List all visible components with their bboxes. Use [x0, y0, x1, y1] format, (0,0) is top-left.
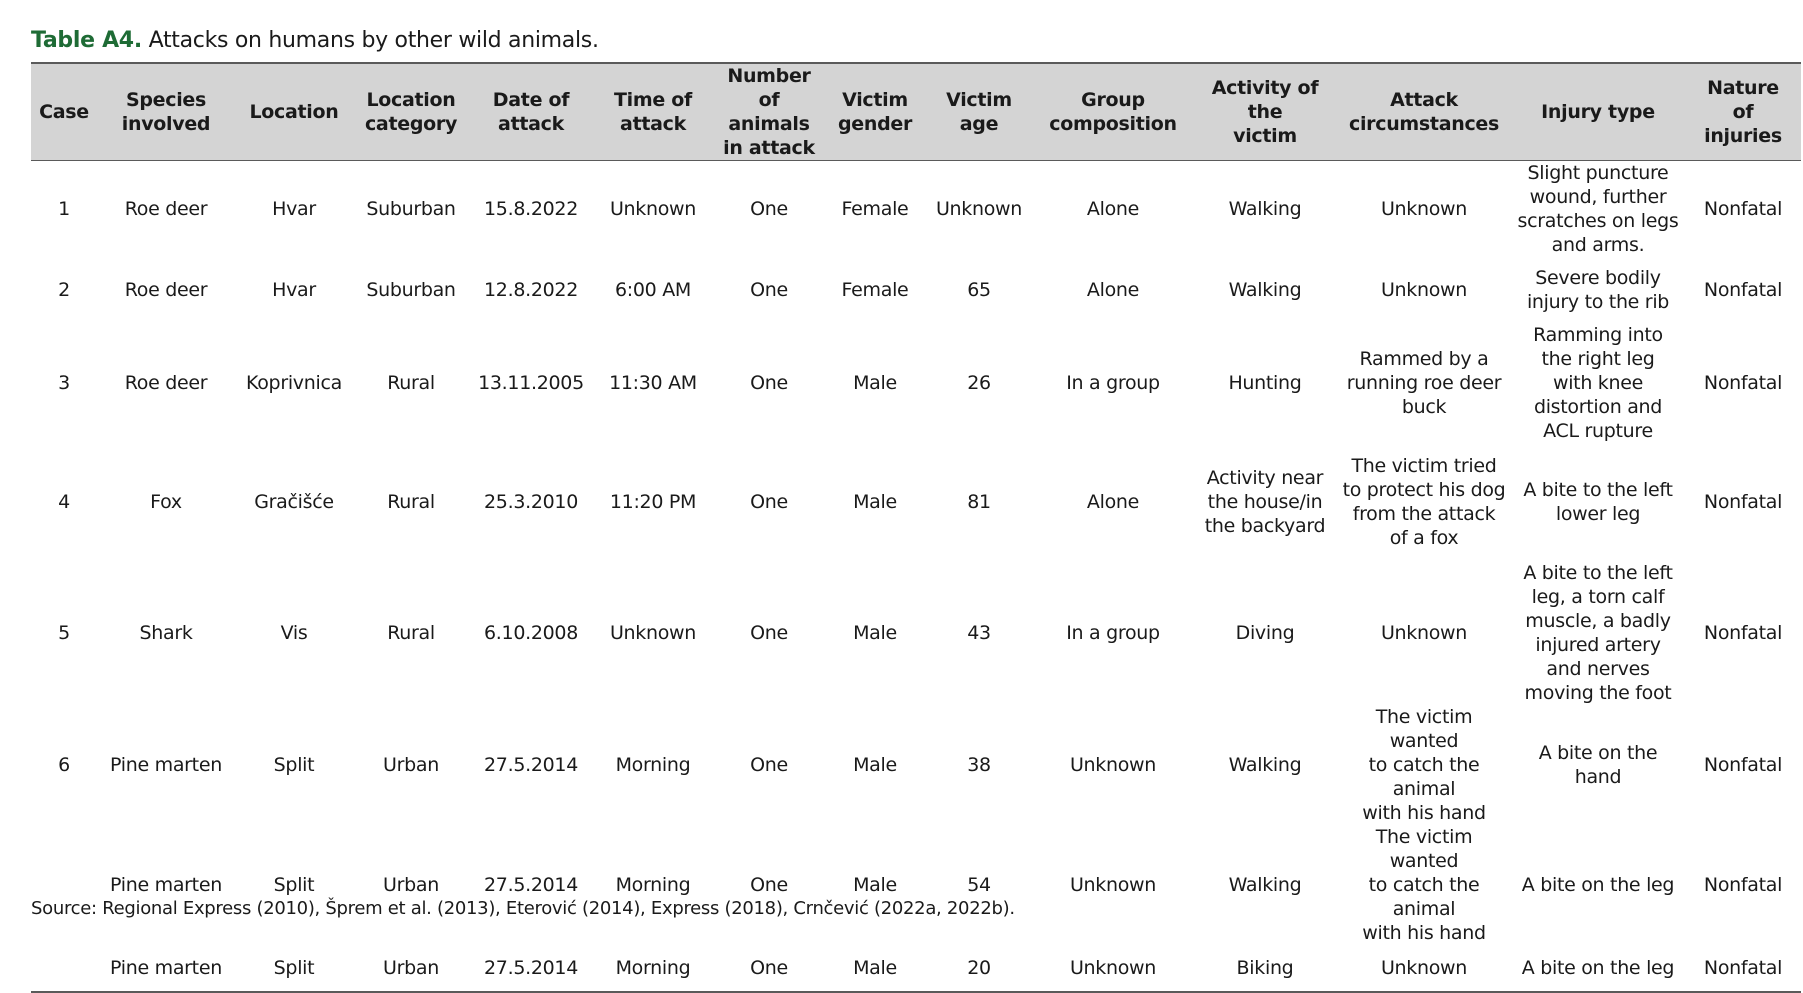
cell-attack-circumstances: Unknown [1380, 622, 1468, 644]
cell-case [31, 945, 97, 992]
cell-victim-gender: Male [853, 874, 897, 896]
cell-victim-age: 20 [925, 945, 1033, 992]
cell-injury-type: A bite to the left leg, a torn calf muscle, a badly injured artery and nerves moving the foot [1523, 562, 1673, 704]
cell-location: Split [273, 754, 315, 776]
header-activity: Activity of the victim [1193, 63, 1337, 161]
cell-case: 6 [58, 754, 70, 776]
cell-location-category: Suburban [366, 279, 456, 301]
cell-location-category: Urban [383, 874, 439, 896]
cell-species: Pine marten [110, 874, 222, 896]
cell-species: Fox [150, 491, 182, 513]
table-row [31, 705, 1801, 825]
cell-victim-gender: Male [853, 491, 897, 513]
cell-activity: Walking [1228, 279, 1302, 301]
cell-nature-of-injuries: Nonfatal [1703, 372, 1783, 394]
cell-location: Split [235, 945, 353, 992]
cell-activity: Diving [1235, 622, 1295, 644]
cell-number-of-animals: One [750, 491, 788, 513]
header-location: Location [235, 63, 353, 161]
cell-location: Gračišće [254, 491, 334, 513]
cell-case: 3 [58, 372, 70, 394]
header-time: Time of attack [593, 63, 713, 161]
cell-group-composition: In a group [1066, 622, 1160, 644]
cell-group-composition: Unknown [1033, 945, 1193, 992]
cell-date: 25.3.2010 [484, 491, 578, 513]
cell-victim-gender: Female [841, 279, 909, 301]
header-attack-circumstances: Attack circumstances [1337, 63, 1511, 161]
cell-number-of-animals: One [713, 945, 825, 992]
header-number-of-animals: Number of animals in attack [713, 63, 825, 161]
cell-nature-of-injuries: Nonfatal [1703, 874, 1783, 896]
table-row [31, 443, 1801, 561]
cell-nature-of-injuries: Nonfatal [1703, 198, 1783, 220]
cell-victim-gender: Male [853, 622, 897, 644]
cell-victim-age: 65 [967, 279, 991, 301]
cell-injury-type: A bite on the leg [1521, 874, 1675, 896]
header-injury-type: Injury type [1511, 63, 1685, 161]
cell-nature-of-injuries: Nonfatal [1703, 491, 1783, 513]
cell-injury-type: Ramming into the right leg with knee distortion and ACL rupture [1533, 324, 1663, 442]
cell-date: 12.8.2022 [484, 279, 578, 301]
header-nature-of-injuries: Nature of injuries [1685, 63, 1801, 161]
cell-date: 27.5.2014 [484, 874, 578, 896]
cell-victim-age: 54 [967, 874, 991, 896]
cell-attack-circumstances: Rammed by a running roe deer buck [1346, 348, 1502, 418]
cell-attack-circumstances: The victim wanted to catch the animal with his hand [1362, 706, 1486, 824]
cell-number-of-animals: One [750, 754, 788, 776]
cell-nature-of-injuries: Nonfatal [1703, 622, 1783, 644]
cell-nature-of-injuries: Nonfatal [1703, 279, 1783, 301]
cell-activity: Walking [1228, 874, 1302, 896]
cell-victim-gender: Male [825, 945, 925, 992]
cell-location-category: Urban [353, 945, 469, 992]
cell-injury-type: A bite on the leg [1511, 945, 1685, 992]
table-caption [31, 27, 599, 55]
cell-activity: Walking [1228, 198, 1302, 220]
cell-species: Roe deer [124, 279, 208, 301]
cell-date: 15.8.2022 [484, 198, 578, 220]
cell-location-category: Rural [387, 372, 435, 394]
cell-victim-gender: Female [841, 198, 909, 220]
cell-location: Split [273, 874, 315, 896]
cell-attack-circumstances: Unknown [1380, 198, 1468, 220]
cell-injury-type: A bite to the left lower leg [1523, 479, 1673, 525]
header-date: Date of attack [469, 63, 593, 161]
table-row [31, 945, 1801, 992]
cell-number-of-animals: One [750, 279, 788, 301]
cell-case: 2 [58, 279, 70, 301]
cell-number-of-animals: One [750, 198, 788, 220]
cell-injury-type: A bite on the hand [1538, 742, 1658, 788]
cell-species: Roe deer [124, 198, 208, 220]
cell-group-composition: In a group [1066, 372, 1160, 394]
cell-attack-circumstances: The victim wanted to catch the animal with his hand [1362, 826, 1486, 944]
cell-time: 11:30 AM [609, 372, 697, 394]
cell-location-category: Rural [387, 491, 435, 513]
cell-case: 5 [58, 622, 70, 644]
attacks-table [31, 62, 1801, 993]
cell-location: Koprivnica [246, 372, 342, 394]
cell-attack-circumstances: The victim tried to protect his dog from the attack of a fox [1342, 455, 1506, 549]
cell-group-composition: Alone [1086, 279, 1140, 301]
cell-location-category: Rural [387, 622, 435, 644]
cell-case: 4 [58, 491, 70, 513]
cell-activity: Hunting [1228, 372, 1302, 394]
cell-group-composition: Alone [1086, 491, 1140, 513]
header-victim-age: Victim age [925, 63, 1033, 161]
cell-attack-circumstances: Unknown [1337, 945, 1511, 992]
table-row [31, 161, 1801, 258]
cell-time: Morning [593, 945, 713, 992]
header-species: Species involved [97, 63, 235, 161]
cell-victim-age: 81 [967, 491, 991, 513]
header-victim-gender: Victim gender [825, 63, 925, 161]
cell-date: 27.5.2014 [484, 754, 578, 776]
cell-number-of-animals: One [750, 874, 788, 896]
table-caption-label: Table A4. [31, 28, 142, 53]
cell-date: 13.11.2005 [478, 372, 584, 394]
cell-time: Morning [615, 874, 691, 896]
cell-species: Pine marten [97, 945, 235, 992]
cell-victim-age: 38 [967, 754, 991, 776]
table-body [31, 161, 1801, 993]
table-row [31, 257, 1801, 323]
cell-time: Unknown [609, 198, 697, 220]
cell-victim-gender: Male [853, 754, 897, 776]
cell-group-composition: Unknown [1069, 754, 1157, 776]
table-row [31, 561, 1801, 705]
cell-activity: Activity near the house/in the backyard [1204, 467, 1326, 537]
cell-date: 6.10.2008 [484, 622, 578, 644]
cell-group-composition: Alone [1086, 198, 1140, 220]
header-location-category: Location category [353, 63, 469, 161]
cell-number-of-animals: One [750, 622, 788, 644]
cell-group-composition: Unknown [1069, 874, 1157, 896]
cell-case [31, 825, 97, 945]
cell-injury-type: Slight puncture wound, further scratches on legs and arms. [1517, 162, 1679, 256]
cell-nature-of-injuries: Nonfatal [1685, 945, 1801, 992]
cell-victim-age: 26 [967, 372, 991, 394]
table-caption-text: Attacks on humans by other wild animals. [141, 28, 599, 53]
cell-case: 1 [58, 198, 70, 220]
cell-date: 27.5.2014 [469, 945, 593, 992]
cell-location: Vis [280, 622, 308, 644]
cell-victim-age: 43 [967, 622, 991, 644]
cell-activity: Walking [1228, 754, 1302, 776]
cell-time: Unknown [609, 622, 697, 644]
cell-nature-of-injuries: Nonfatal [1703, 754, 1783, 776]
cell-species: Pine marten [110, 754, 222, 776]
cell-number-of-animals: One [750, 372, 788, 394]
cell-time: 11:20 PM [609, 491, 697, 513]
cell-location: Hvar [272, 279, 316, 301]
table-source-note: Source: Regional Express (2010), Šprem et al. (2013), Eterović (2014), Express (2018), Crnčević (2022a, 2022b). [31, 898, 1015, 919]
table-header-row [31, 63, 1801, 161]
cell-activity: Biking [1193, 945, 1337, 992]
table-row [31, 825, 1801, 945]
cell-location: Hvar [272, 198, 316, 220]
header-case: Case [31, 63, 97, 161]
table-row [31, 323, 1801, 443]
cell-species: Shark [139, 622, 193, 644]
header-group-composition: Group composition [1033, 63, 1193, 161]
cell-victim-age: Unknown [935, 198, 1023, 220]
cell-attack-circumstances: Unknown [1380, 279, 1468, 301]
cell-location-category: Suburban [366, 198, 456, 220]
cell-time: Morning [615, 754, 691, 776]
cell-injury-type: Severe bodily injury to the rib [1526, 267, 1670, 313]
cell-location-category: Urban [383, 754, 439, 776]
cell-species: Roe deer [124, 372, 208, 394]
cell-time: 6:00 AM [615, 279, 691, 301]
cell-victim-gender: Male [853, 372, 897, 394]
